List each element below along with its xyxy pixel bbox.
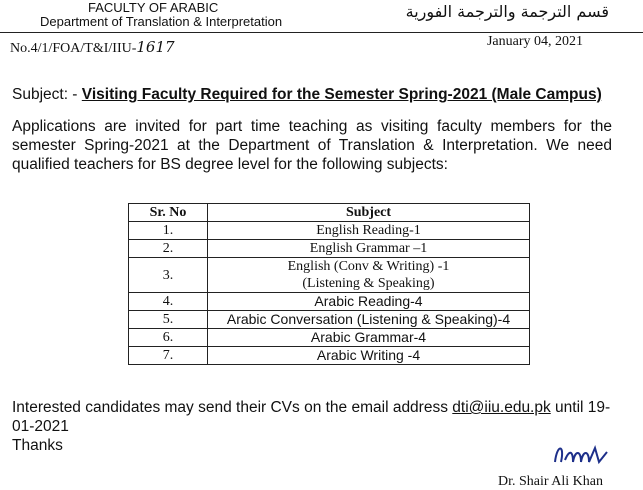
arabic-department-title: قسم الترجمة والترجمة الفورية — [405, 2, 609, 21]
department-name: Department of Translation & Interpretation — [40, 14, 283, 29]
subject-text: English Grammar –1 — [309, 241, 428, 256]
subject-cell — [208, 347, 530, 365]
sr-no-cell: 6. — [129, 329, 208, 347]
subject-text: Arabic Grammar-4 — [310, 329, 427, 345]
reference-handwritten: 1617 — [136, 38, 175, 56]
body-paragraph: Applications are invited for part time teaching as visiting faculty members for the semester Spring-2021 at the Department of Translation & Interpretation. We need qualified teachers for BS degree level for the following subjects: — [12, 118, 612, 173]
subject-cell — [208, 258, 530, 293]
table-row — [129, 293, 530, 311]
table-header-row — [129, 204, 530, 222]
sr-no-cell: 2. — [129, 240, 208, 258]
subject-cell — [208, 329, 530, 347]
signature-mark — [551, 440, 611, 470]
sr-no-cell: 1. — [129, 222, 208, 240]
footer-text — [12, 398, 612, 436]
subject-line — [12, 86, 602, 104]
subject-cell — [208, 311, 530, 329]
subject-text: Arabic Conversation (Listening & Speaking)-4 — [226, 311, 511, 327]
email-link[interactable]: dti@iiu.edu.pk — [452, 399, 551, 416]
letter-date: January 04, 2021 — [486, 34, 583, 49]
subjects-table — [128, 203, 530, 365]
table-row — [129, 240, 530, 258]
header-divider — [0, 32, 643, 33]
faculty-name: FACULTY OF ARABIC — [88, 0, 219, 15]
sr-no-cell: 4. — [129, 293, 208, 311]
subject-prefix: Subject: - — [12, 86, 78, 103]
reference-number — [10, 38, 175, 57]
closing-thanks: Thanks — [12, 437, 63, 454]
sr-no-cell: 3. — [129, 258, 208, 293]
footer-text-after: until 19-01-2021 — [12, 399, 611, 435]
sr-no-cell: 5. — [129, 311, 208, 329]
subject-text: Arabic Writing -4 — [316, 347, 421, 363]
table-row — [129, 222, 530, 240]
reference-prefix: No.4/1/FOA/T&I/IIU- — [10, 41, 137, 56]
sr-no-cell: 7. — [129, 347, 208, 365]
header-subject: Subject — [208, 204, 530, 222]
table-row — [129, 311, 530, 329]
footer-text-before: Interested candidates may send their CVs on the email address — [12, 399, 453, 416]
subject-text: Arabic Reading-4 — [314, 293, 423, 309]
header-sr-no: Sr. No — [129, 204, 208, 222]
subject-text-line2: (Listening & Speaking) — [302, 276, 435, 291]
subject-cell — [208, 222, 530, 240]
subject-text: English Reading-1 — [316, 223, 421, 238]
signer-name: Dr. Shair Ali Khan — [498, 474, 603, 489]
subject-cell — [208, 240, 530, 258]
subject-title: Visiting Faculty Required for the Semester Spring-2021 (Male Campus) — [81, 86, 602, 103]
table-row — [129, 347, 530, 365]
subject-text: English (Conv & Writing) -1 — [287, 259, 450, 274]
footer-paragraph — [12, 398, 612, 455]
table-row — [129, 329, 530, 347]
table-row — [129, 258, 530, 293]
subject-cell — [208, 293, 530, 311]
